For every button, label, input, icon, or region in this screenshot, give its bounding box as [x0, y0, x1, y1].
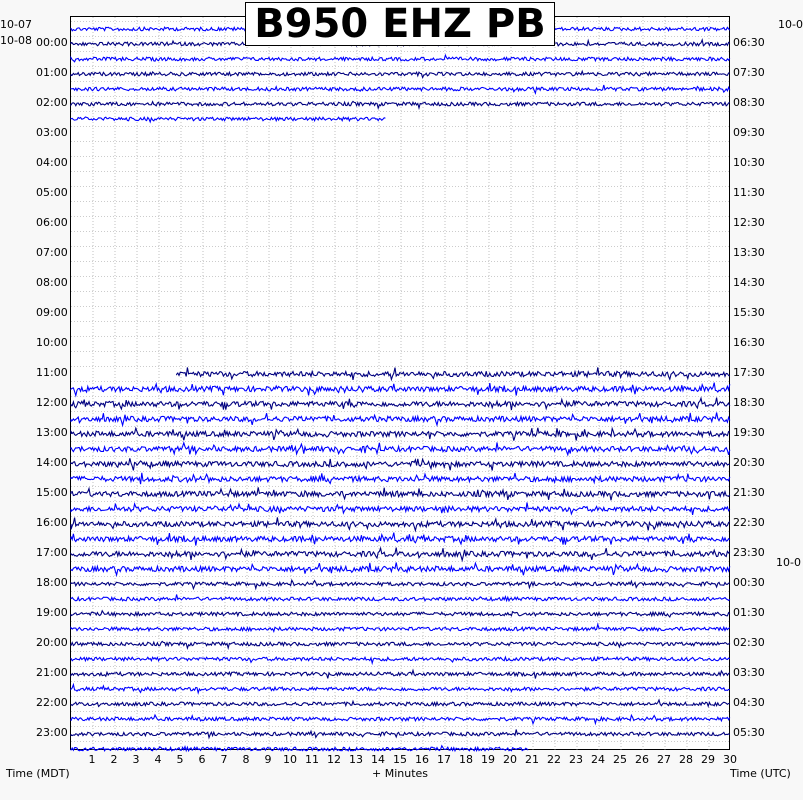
x-tick-label: 3: [132, 753, 140, 766]
grid: [71, 17, 731, 751]
left-hour-label: 10:00: [36, 336, 68, 349]
trace-line: [71, 657, 730, 663]
chart-title: B950 EHZ PB: [245, 2, 555, 46]
right-hour-label: 07:30: [733, 66, 765, 79]
trace-line: [71, 641, 730, 648]
trace-line: [71, 730, 730, 738]
trace-line: [71, 398, 730, 410]
helicorder-plot: [71, 17, 731, 751]
left-hour-label: 11:00: [36, 366, 68, 379]
trace-line: [71, 624, 730, 631]
x-tick-label: 21: [525, 753, 539, 766]
left-hour-label: 00:00: [36, 36, 68, 49]
x-tick-label: 7: [220, 753, 228, 766]
trace-line: [71, 101, 730, 108]
right-axis-label: Time (UTC): [730, 767, 791, 780]
x-tick-label: 18: [459, 753, 473, 766]
right-hour-label: 19:30: [733, 426, 765, 439]
trace-line: [71, 685, 730, 693]
trace-line: [71, 533, 730, 546]
right-hour-label: 04:30: [733, 696, 765, 709]
trace-line: [71, 548, 730, 561]
trace-line: [71, 611, 730, 617]
x-tick-label: 13: [349, 753, 363, 766]
right-hour-label: 16:30: [733, 336, 765, 349]
left-date-label: 10-08: [0, 34, 32, 47]
x-tick-label: 15: [393, 753, 407, 766]
trace-line: [177, 367, 730, 380]
right-hour-label: 18:30: [733, 396, 765, 409]
trace-line: [71, 413, 730, 426]
right-hour-label: 12:30: [733, 216, 765, 229]
x-tick-label: 17: [437, 753, 451, 766]
left-hour-label: 20:00: [36, 636, 68, 649]
x-tick-label: 16: [415, 753, 429, 766]
right-hour-label: 23:30: [733, 546, 765, 559]
right-hour-label: 21:30: [733, 486, 765, 499]
x-tick-label: 5: [176, 753, 184, 766]
trace-line: [71, 580, 730, 588]
right-hour-label: 22:30: [733, 516, 765, 529]
trace-line: [71, 383, 730, 396]
left-hour-label: 15:00: [36, 486, 68, 499]
left-hour-label: 22:00: [36, 696, 68, 709]
right-hour-label: 06:30: [733, 36, 765, 49]
trace-line: [71, 85, 730, 93]
x-tick-label: 27: [657, 753, 671, 766]
x-tick-label: 2: [110, 753, 118, 766]
trace-line: [71, 428, 730, 441]
left-axis-label: Time (MDT): [6, 767, 70, 780]
left-hour-label: 08:00: [36, 276, 68, 289]
left-date-label: 10-07: [0, 18, 32, 31]
left-hour-label: 14:00: [36, 456, 68, 469]
trace-line: [71, 517, 730, 530]
x-tick-label: 22: [547, 753, 561, 766]
x-tick-label: 4: [154, 753, 162, 766]
left-hour-label: 01:00: [36, 66, 68, 79]
right-hour-label: 05:30: [733, 726, 765, 739]
x-tick-label: 29: [701, 753, 715, 766]
x-tick-label: 30: [723, 753, 737, 766]
left-hour-label: 19:00: [36, 606, 68, 619]
plot-area: [70, 16, 730, 750]
left-hour-label: 03:00: [36, 126, 68, 139]
x-tick-label: 11: [305, 753, 319, 766]
right-hour-label: 08:30: [733, 96, 765, 109]
right-hour-label: 00:30: [733, 576, 765, 589]
x-tick-label: 8: [242, 753, 250, 766]
right-date-label: 10-0: [778, 18, 803, 31]
right-hour-label: 10:30: [733, 156, 765, 169]
right-hour-label: 20:30: [733, 456, 765, 469]
left-hour-label: 05:00: [36, 186, 68, 199]
x-tick-label: 12: [327, 753, 341, 766]
x-tick-label: 9: [264, 753, 272, 766]
trace-line: [71, 55, 730, 62]
x-tick-label: 26: [635, 753, 649, 766]
x-tick-label: 23: [569, 753, 583, 766]
x-tick-label: 10: [283, 753, 297, 766]
left-hour-label: 18:00: [36, 576, 68, 589]
right-hour-label: 11:30: [733, 186, 765, 199]
left-hour-label: 07:00: [36, 246, 68, 259]
trace-line: [71, 503, 730, 515]
trace-line: [71, 71, 730, 77]
left-hour-label: 21:00: [36, 666, 68, 679]
trace-line: [71, 487, 730, 500]
right-date-label: 10-0: [776, 556, 801, 569]
left-hour-label: 17:00: [36, 546, 68, 559]
right-hour-label: 14:30: [733, 276, 765, 289]
trace-line: [71, 715, 730, 724]
left-hour-label: 06:00: [36, 216, 68, 229]
left-hour-label: 09:00: [36, 306, 68, 319]
trace-line: [71, 443, 730, 455]
left-hour-label: 02:00: [36, 96, 68, 109]
trace-line: [71, 746, 528, 751]
right-hour-label: 13:30: [733, 246, 765, 259]
right-hour-label: 09:30: [733, 126, 765, 139]
x-tick-label: 24: [591, 753, 605, 766]
trace-line: [71, 670, 730, 678]
trace-line: [71, 458, 730, 470]
left-hour-label: 16:00: [36, 516, 68, 529]
right-hour-label: 01:30: [733, 606, 765, 619]
right-hour-label: 17:30: [733, 366, 765, 379]
trace-line: [71, 700, 730, 707]
right-hour-label: 02:30: [733, 636, 765, 649]
x-tick-label: 19: [481, 753, 495, 766]
x-axis-label: + Minutes: [372, 767, 429, 780]
left-hour-label: 13:00: [36, 426, 68, 439]
trace-line: [71, 117, 385, 122]
trace-line: [71, 563, 730, 576]
x-tick-label: 28: [679, 753, 693, 766]
x-tick-label: 25: [613, 753, 627, 766]
trace-line: [71, 473, 730, 484]
left-hour-label: 04:00: [36, 156, 68, 169]
right-hour-label: 15:30: [733, 306, 765, 319]
x-tick-label: 14: [371, 753, 385, 766]
left-hour-label: 23:00: [36, 726, 68, 739]
trace-line: [71, 595, 730, 601]
left-hour-label: 12:00: [36, 396, 68, 409]
right-hour-label: 03:30: [733, 666, 765, 679]
x-tick-label: 1: [88, 753, 96, 766]
x-tick-label: 20: [503, 753, 517, 766]
x-tick-label: 6: [198, 753, 206, 766]
